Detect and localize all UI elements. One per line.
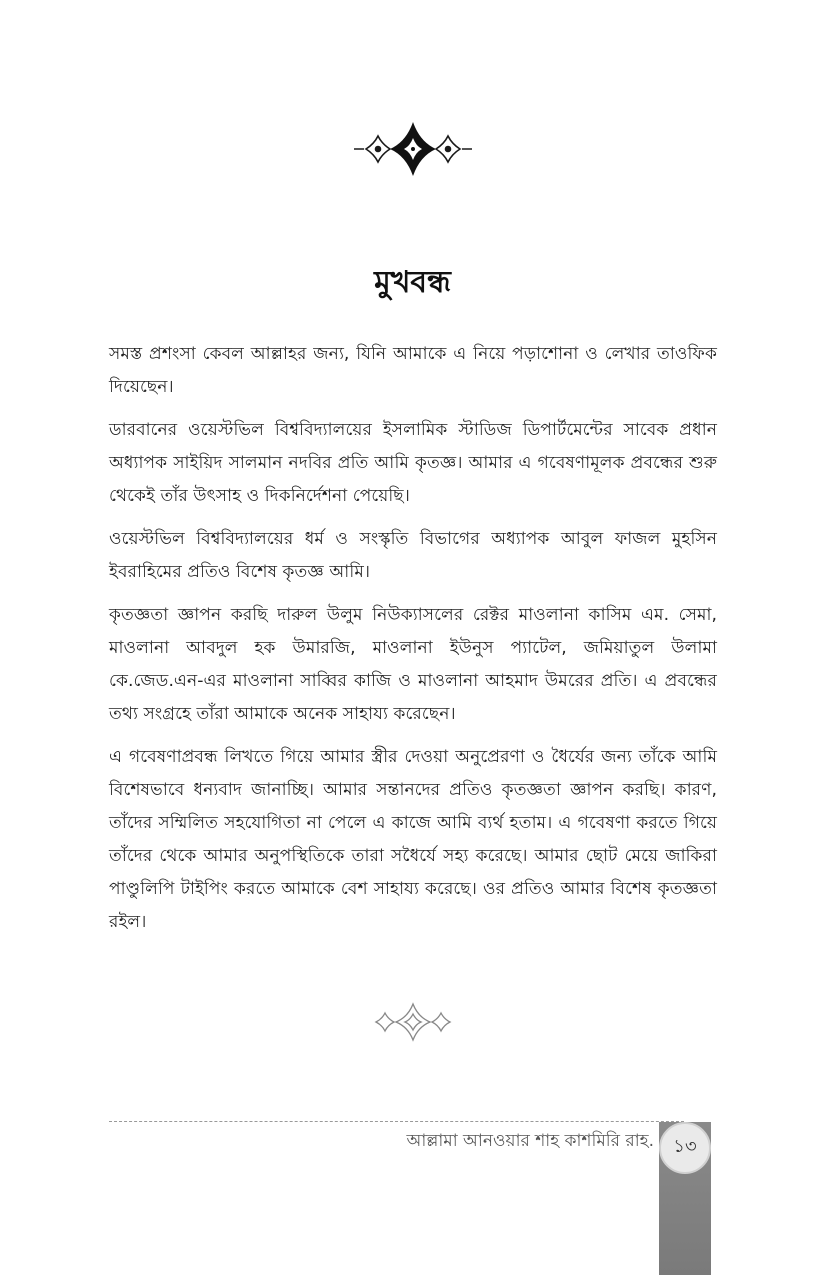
paragraph-1: সমস্ত প্রশংসা কেবল আল্লাহর জন্য, যিনি আমাকে এ নিয়ে পড়াশোনা ও লেখার তাওফিক দিয়েছেন।	[109, 344, 717, 397]
bottom-ornament-icon	[0, 1000, 825, 1048]
footer-divider	[109, 1121, 684, 1122]
running-footer-title: আল্লামা আনওয়ার শাহ কাশমিরি রাহ.	[406, 1131, 654, 1151]
page-number-badge: ১৩	[659, 1122, 711, 1174]
paragraph-3: ওয়েস্টভিল বিশ্ববিদ্যালয়ের ধর্ম ও সংস্কৃতি বিভাগের অধ্যাপক আবুল ফাজল মুহসিন ইবরাহিমের প্রতিও বিশেষ কৃতজ্ঞ আমি।	[109, 529, 717, 582]
body-text	[109, 338, 717, 949]
top-ornament-icon	[0, 118, 825, 184]
page-title: মুখবন্ধ	[374, 265, 451, 300]
paragraph-2: ডারবানের ওয়েস্টভিল বিশ্ববিদ্যালয়ের ইসলামিক স্টাডিজ ডিপার্টমেন্টের সাবেক প্রধান অধ্যাপক সাইয়িদ সালমান নদবির প্রতি আমি কৃতজ্ঞ। আমার এ গবেষণামূলক প্রবন্ধের শুরু থেকেই তাঁর উৎসাহ ও দিকনির্দেশনা পেয়েছি।	[109, 420, 717, 506]
paragraph-4: কৃতজ্ঞতা জ্ঞাপন করছি দারুল উলুম নিউক্যাসলের রেক্টর মাওলানা কাসিম এম. সেমা, মাওলানা আবদুল হক উমারজি, মাওলানা ইউনুস প্যাটেল, জমিয়াতুল উলামা কে.জেড.এন-এর মাওলানা সাব্বির কাজি ও মাওলানা আহমাদ উমরের প্রতি। এ প্রবন্ধের তথ্য সংগ্রহে তাঁরা আমাকে অনেক সাহায্য করেছেন।	[109, 605, 717, 724]
paragraph-5: এ গবেষণাপ্রবন্ধ লিখতে গিয়ে আমার স্ত্রীর দেওয়া অনুপ্রেরণা ও ধৈর্যের জন্য তাঁকে আমি বিশেষভাবে ধন্যবাদ জানাচ্ছি। আমার সন্তানদের প্রতিও কৃতজ্ঞতা জ্ঞাপন করছি। কারণ, তাঁদের সম্মিলিত সহযোগিতা না পেলে এ কাজে আমি ব্যর্থ হতাম। এ গবেষণা করতে গিয়ে তাঁদের থেকে আমার অনুপস্থিতিকে তারা সধৈর্যে সহ্য করেছে। আমার ছোট মেয়ে জাকিরা পাণ্ডুলিপি টাইপিং করতে আমাকে বেশ সাহায্য করেছে। ওর প্রতিও আমার বিশেষ কৃতজ্ঞতা রইল।	[109, 747, 717, 932]
